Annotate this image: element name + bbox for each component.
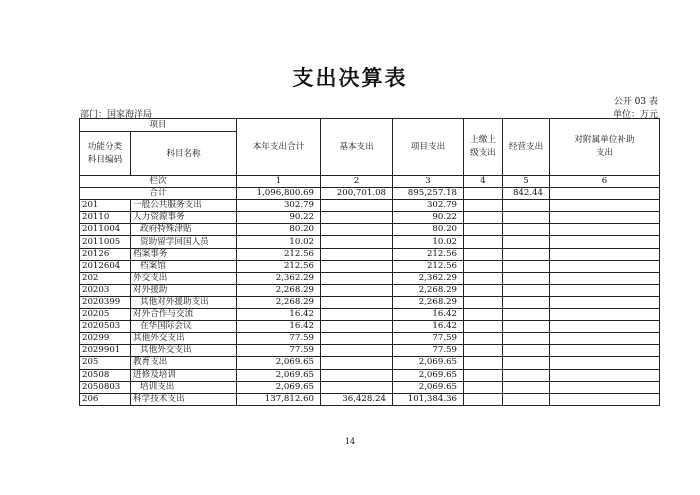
amount-cell: 77.59 xyxy=(237,345,321,357)
amount-cell xyxy=(321,284,393,296)
column-number: 1 xyxy=(237,176,321,188)
amount-cell xyxy=(321,296,393,308)
amount-cell: 2,268.29 xyxy=(393,284,464,296)
table-row xyxy=(80,212,660,224)
amount-cell xyxy=(550,321,660,333)
subject-name: 科学技术支出 xyxy=(131,393,237,405)
amount-cell: 212.56 xyxy=(237,260,321,272)
amount-cell: 80.20 xyxy=(237,224,321,236)
subject-name: 在华国际会议 xyxy=(131,321,237,333)
header-basic: 基本支出 xyxy=(321,119,393,176)
amount-cell xyxy=(503,260,550,272)
subject-code: 20110 xyxy=(80,212,131,224)
amount-cell: 2,268.29 xyxy=(393,296,464,308)
table-row xyxy=(80,333,660,345)
table-row xyxy=(80,369,660,381)
table-row xyxy=(80,284,660,296)
subject-name: 资助留学回国人员 xyxy=(131,236,237,248)
amount-cell xyxy=(464,321,503,333)
amount-cell xyxy=(464,393,503,405)
amount-cell xyxy=(550,200,660,212)
amount-cell xyxy=(464,236,503,248)
amount-cell xyxy=(550,357,660,369)
amount-cell xyxy=(550,224,660,236)
header-name: 科目名称 xyxy=(131,132,237,176)
amount-cell: 2,069.65 xyxy=(393,381,464,393)
amount-cell: 2,069.65 xyxy=(393,357,464,369)
subject-code: 2020399 xyxy=(80,296,131,308)
amount-cell xyxy=(550,212,660,224)
amount-cell xyxy=(503,272,550,284)
table-row xyxy=(80,236,660,248)
table-row xyxy=(80,224,660,236)
amount-cell xyxy=(321,224,393,236)
amount-cell: 77.59 xyxy=(393,333,464,345)
total-value: 842.44 xyxy=(503,188,550,200)
amount-cell xyxy=(503,284,550,296)
amount-cell xyxy=(464,284,503,296)
amount-cell: 16.42 xyxy=(393,309,464,321)
amount-cell xyxy=(550,284,660,296)
total-row xyxy=(80,188,660,200)
subject-code: 2011004 xyxy=(80,224,131,236)
subject-code: 20508 xyxy=(80,369,131,381)
subject-name: 一般公共服务支出 xyxy=(131,200,237,212)
amount-cell: 302.79 xyxy=(237,200,321,212)
amount-cell: 212.56 xyxy=(393,248,464,260)
amount-cell xyxy=(550,272,660,284)
subject-name: 其他对外援助支出 xyxy=(131,296,237,308)
total-value xyxy=(550,188,660,200)
subject-code: 20203 xyxy=(80,284,131,296)
subject-code: 2020503 xyxy=(80,321,131,333)
header-code: 功能分类 科目编码 xyxy=(80,132,131,176)
amount-cell xyxy=(550,381,660,393)
amount-cell xyxy=(464,369,503,381)
subject-code: 20126 xyxy=(80,248,131,260)
amount-cell xyxy=(464,224,503,236)
amount-cell xyxy=(503,212,550,224)
amount-cell xyxy=(464,296,503,308)
amount-cell xyxy=(464,272,503,284)
amount-cell xyxy=(550,345,660,357)
amount-cell xyxy=(321,345,393,357)
page-number: 14 xyxy=(344,437,356,446)
amount-cell: 10.02 xyxy=(237,236,321,248)
amount-cell xyxy=(321,357,393,369)
amount-cell: 2,069.65 xyxy=(237,381,321,393)
amount-cell xyxy=(321,236,393,248)
total-value xyxy=(464,188,503,200)
table-row xyxy=(80,321,660,333)
amount-cell: 90.22 xyxy=(237,212,321,224)
amount-cell xyxy=(503,309,550,321)
total-label: 合计 xyxy=(80,188,237,200)
amount-cell xyxy=(464,200,503,212)
amount-cell xyxy=(503,393,550,405)
amount-cell xyxy=(321,333,393,345)
header-remit: 上缴上 级支出 xyxy=(464,119,503,176)
amount-cell xyxy=(503,236,550,248)
subject-code: 201 xyxy=(80,200,131,212)
subject-name: 人力资源事务 xyxy=(131,212,237,224)
column-number: 3 xyxy=(393,176,464,188)
amount-cell xyxy=(321,212,393,224)
subject-name: 其他外交支出 xyxy=(131,333,237,345)
amount-cell xyxy=(464,309,503,321)
amount-cell xyxy=(321,272,393,284)
amount-cell xyxy=(321,309,393,321)
amount-cell: 212.56 xyxy=(237,248,321,260)
amount-cell: 2,362.29 xyxy=(393,272,464,284)
subject-code: 2011005 xyxy=(80,236,131,248)
subject-code: 20205 xyxy=(80,309,131,321)
amount-cell xyxy=(550,248,660,260)
amount-cell: 2,268.29 xyxy=(237,296,321,308)
subject-code: 202 xyxy=(80,272,131,284)
amount-cell: 2,069.65 xyxy=(237,357,321,369)
column-number: 5 xyxy=(503,176,550,188)
amount-cell xyxy=(550,296,660,308)
subject-code: 2012604 xyxy=(80,260,131,272)
amount-cell: 101,384.36 xyxy=(393,393,464,405)
amount-cell xyxy=(321,321,393,333)
subject-code: 206 xyxy=(80,393,131,405)
subject-code: 2029901 xyxy=(80,345,131,357)
header-total: 本年支出合计 xyxy=(237,119,321,176)
expenditure-table xyxy=(79,118,660,406)
amount-cell xyxy=(503,369,550,381)
subject-name: 外交支出 xyxy=(131,272,237,284)
table-row xyxy=(80,200,660,212)
amount-cell xyxy=(464,333,503,345)
table-row xyxy=(80,248,660,260)
amount-cell xyxy=(550,309,660,321)
amount-cell xyxy=(503,357,550,369)
column-label: 栏次 xyxy=(80,176,237,188)
subject-name: 其他外交支出 xyxy=(131,345,237,357)
amount-cell: 2,362.29 xyxy=(237,272,321,284)
amount-cell: 2,069.65 xyxy=(393,369,464,381)
amount-cell: 16.42 xyxy=(237,321,321,333)
subject-name: 对外援助 xyxy=(131,284,237,296)
table-row xyxy=(80,272,660,284)
amount-cell xyxy=(550,393,660,405)
total-value: 895,257.18 xyxy=(393,188,464,200)
column-number: 2 xyxy=(321,176,393,188)
amount-cell: 137,812.60 xyxy=(237,393,321,405)
total-value: 1,096,800.69 xyxy=(237,188,321,200)
amount-cell: 2,268.29 xyxy=(237,284,321,296)
subject-name: 进修及培训 xyxy=(131,369,237,381)
header-business: 经营支出 xyxy=(503,119,550,176)
amount-cell xyxy=(503,333,550,345)
table-row xyxy=(80,296,660,308)
department-label: 部门：国家海洋局 xyxy=(80,110,153,120)
table-row xyxy=(80,309,660,321)
amount-cell xyxy=(464,381,503,393)
amount-cell: 16.42 xyxy=(237,309,321,321)
amount-cell: 90.22 xyxy=(393,212,464,224)
amount-cell: 77.59 xyxy=(393,345,464,357)
amount-cell xyxy=(321,369,393,381)
table-row xyxy=(80,393,660,405)
table-row xyxy=(80,381,660,393)
amount-cell xyxy=(503,200,550,212)
amount-cell xyxy=(550,369,660,381)
total-value: 200,701.08 xyxy=(321,188,393,200)
page-title: 支出决算表 xyxy=(292,65,408,90)
amount-cell: 16.42 xyxy=(393,321,464,333)
amount-cell: 77.59 xyxy=(237,333,321,345)
amount-cell: 10.02 xyxy=(393,236,464,248)
table-row xyxy=(80,260,660,272)
amount-cell xyxy=(503,321,550,333)
amount-cell: 36,428.24 xyxy=(321,393,393,405)
amount-cell: 2,069.65 xyxy=(237,369,321,381)
amount-cell xyxy=(550,236,660,248)
column-number-row xyxy=(80,176,660,188)
subject-name: 档案事务 xyxy=(131,248,237,260)
form-number: 公开 03 表 xyxy=(613,97,658,107)
subject-name: 政府特殊津贴 xyxy=(131,224,237,236)
amount-cell xyxy=(503,224,550,236)
subject-name: 档案馆 xyxy=(131,260,237,272)
subject-name: 对外合作与交流 xyxy=(131,309,237,321)
table-row xyxy=(80,357,660,369)
subject-name: 教育支出 xyxy=(131,357,237,369)
amount-cell xyxy=(464,212,503,224)
amount-cell xyxy=(550,260,660,272)
amount-cell: 80.20 xyxy=(393,224,464,236)
amount-cell xyxy=(550,333,660,345)
amount-cell xyxy=(464,345,503,357)
amount-cell xyxy=(321,248,393,260)
subject-code: 20299 xyxy=(80,333,131,345)
table-row xyxy=(80,345,660,357)
header-item: 项目 xyxy=(80,119,237,132)
amount-cell xyxy=(503,296,550,308)
amount-cell xyxy=(503,248,550,260)
amount-cell xyxy=(503,345,550,357)
subject-code: 205 xyxy=(80,357,131,369)
amount-cell xyxy=(464,248,503,260)
unit-label: 单位：万元 xyxy=(612,110,658,120)
amount-cell xyxy=(503,381,550,393)
amount-cell xyxy=(321,381,393,393)
header-project: 项目支出 xyxy=(393,119,464,176)
column-number: 6 xyxy=(550,176,660,188)
amount-cell xyxy=(464,260,503,272)
amount-cell xyxy=(321,260,393,272)
column-number: 4 xyxy=(464,176,503,188)
amount-cell: 212.56 xyxy=(393,260,464,272)
amount-cell: 302.79 xyxy=(393,200,464,212)
subject-name: 培训支出 xyxy=(131,381,237,393)
header-subsidy: 对附属单位补助 支出 xyxy=(550,119,660,176)
amount-cell xyxy=(464,357,503,369)
amount-cell xyxy=(321,200,393,212)
subject-code: 2050803 xyxy=(80,381,131,393)
